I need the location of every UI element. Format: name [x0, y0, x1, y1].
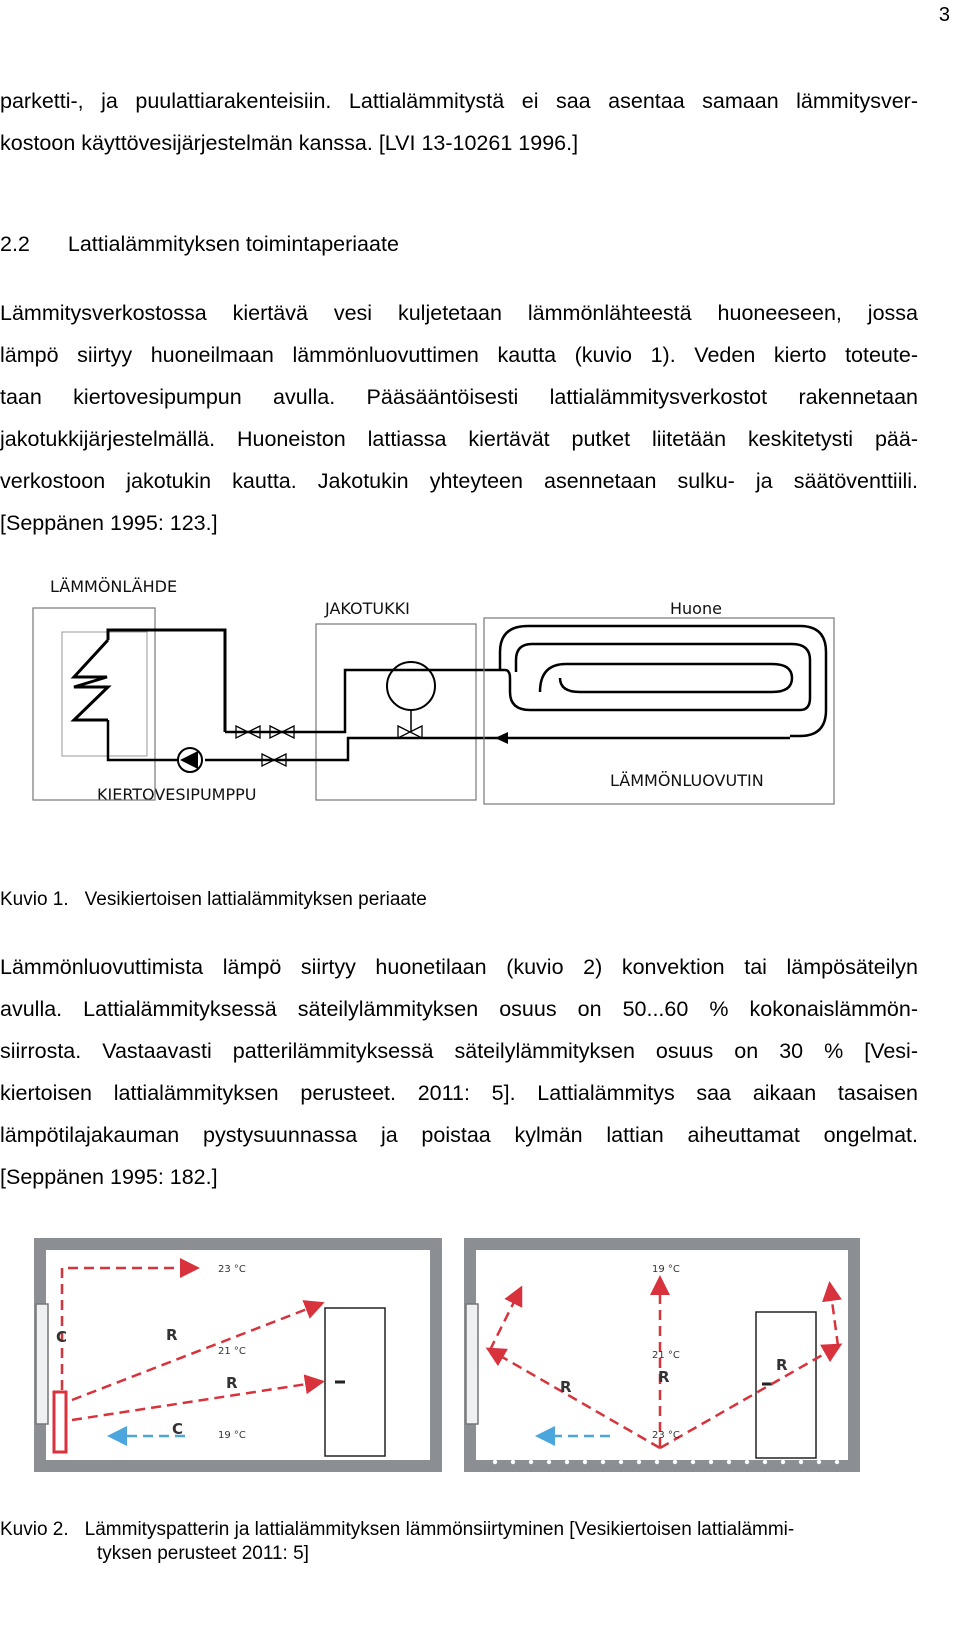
radiator-icon: [54, 1392, 66, 1452]
left-label-c-floor: C: [172, 1420, 184, 1438]
figure-2-caption: [0, 1518, 794, 1542]
text-line: [Seppänen 1995: 182.]: [0, 1165, 218, 1189]
text-line: [Seppänen 1995: 123.]: [0, 511, 218, 535]
window-icon: [36, 1304, 48, 1424]
section-number: 2.2: [0, 232, 30, 256]
text-line: kiertoisen lattialämmityksen perusteet. 2011: 5]. Lattialämmitys saa aikaan tasaisen: [0, 1081, 918, 1105]
right-temp-top: 19 °C: [652, 1264, 680, 1275]
left-temp-bottom: 19 °C: [218, 1430, 246, 1441]
manifold-label: JAKOTUKKI: [325, 599, 410, 618]
right-room: [466, 1244, 854, 1466]
intro-paragraph: [0, 80, 918, 164]
text-line: Lämmitysverkostossa kiertävä vesi kuljetetaan lämmönlähteestä huoneeseen, jossa: [0, 301, 918, 325]
text-line: lämpötilajakauman pystysuunnassa ja poistaa kylmän lattian aiheuttamat ongelmat.: [0, 1123, 918, 1147]
right-label-r-mid: R: [658, 1368, 670, 1386]
text-line: kostoon käyttövesijärjestelmän kanssa. [LVI 13-10261 1996.]: [0, 131, 579, 155]
text-line: verkostoon jakotukin kautta. Jakotukin yhteyteen asennetaan sulku- ja säätöventtiili.: [0, 469, 918, 493]
left-temp-top: 23 °C: [218, 1264, 246, 1275]
section-title: Lattialämmityksen toimintaperiaate: [67, 232, 399, 256]
heat-exchanger-coil: [74, 640, 108, 720]
heat-source-outer-box: [33, 608, 155, 800]
emitter-label: LÄMMÖNLUOVUTIN: [610, 771, 764, 790]
text-line: jakotukkijärjestelmällä. Huoneiston lattiassa kiertävät putket liitetään keskitetysti pää-: [0, 427, 918, 451]
text-line: lämpö siirtyy huoneilmaan lämmönluovuttimen kautta (kuvio 1). Veden kierto toteute-: [0, 343, 918, 367]
text-line: parketti-, ja puulattiarakenteisiin. Lattialämmitystä ei saa asentaa samaan lämmitysver-: [0, 89, 918, 113]
left-label-r-upper: R: [166, 1326, 178, 1344]
left-label-c: C: [56, 1328, 68, 1346]
window-icon: [466, 1304, 478, 1424]
heat-source-inner-box: [62, 632, 147, 756]
pump-label: KIERTOVESIPUMPPU: [97, 785, 257, 804]
text-line: siirrosta. Vastaavasti patterilämmityksessä säteilylämmityksen osuus on 30 % [Vesi-: [0, 1039, 918, 1063]
figure-2-diagram: [0, 1230, 960, 1490]
manifold-box: [316, 624, 476, 800]
figure-1-diagram: [0, 560, 960, 840]
page-number: 3: [938, 4, 950, 26]
body-paragraph-2: [0, 946, 918, 1198]
section-heading: [0, 232, 399, 257]
caption-text-line1: Lämmityspatterin ja lattialämmityksen lämmönsiirtyminen [Vesikiertoisen lattialämmi-: [84, 1519, 795, 1540]
figure-1-caption: [0, 888, 427, 912]
text-line: taan kiertovesipumpun avulla. Pääsääntöisesti lattialämmitysverkostot rakennetaan: [0, 385, 918, 409]
heat-exchanger-pipe: [108, 630, 225, 732]
right-temp-bottom: 23 °C: [652, 1430, 680, 1441]
heat-source-label: LÄMMÖNLÄHDE: [50, 577, 178, 596]
flow-arrow-icon: [495, 732, 508, 744]
floor-heating-inner-loop: [540, 664, 792, 692]
door-icon: [325, 1308, 385, 1456]
manifold-valve-icon: [398, 726, 422, 738]
figure-2-caption-cont: [97, 1542, 309, 1566]
right-label-r-right: R: [776, 1356, 788, 1374]
right-temp-mid: 21 °C: [652, 1350, 680, 1361]
room-label: Huone: [670, 599, 722, 618]
left-temp-mid: 21 °C: [218, 1346, 246, 1357]
caption-label: Kuvio 1.: [0, 889, 69, 910]
text-line: Lämmönluovuttimista lämpö siirtyy huonetilaan (kuvio 2) konvektion tai lämpösäteilyn: [0, 955, 918, 979]
manifold-return-pipe: [295, 738, 500, 760]
body-paragraph-1: [0, 292, 918, 544]
text-line: avulla. Lattialämmityksessä säteilylämmityksen osuus on 50...60 % kokonaislämmön-: [0, 997, 918, 1021]
left-room: [36, 1244, 436, 1466]
caption-text: Vesikiertoisen lattialämmityksen periaate: [84, 889, 427, 910]
floor-heating-loop: [500, 626, 826, 736]
left-label-r-lower: R: [226, 1374, 238, 1392]
caption-label: Kuvio 2.: [0, 1519, 69, 1540]
right-label-r-left: R: [560, 1378, 572, 1396]
caption-text-line2: tyksen perusteet 2011: 5]: [97, 1543, 309, 1564]
